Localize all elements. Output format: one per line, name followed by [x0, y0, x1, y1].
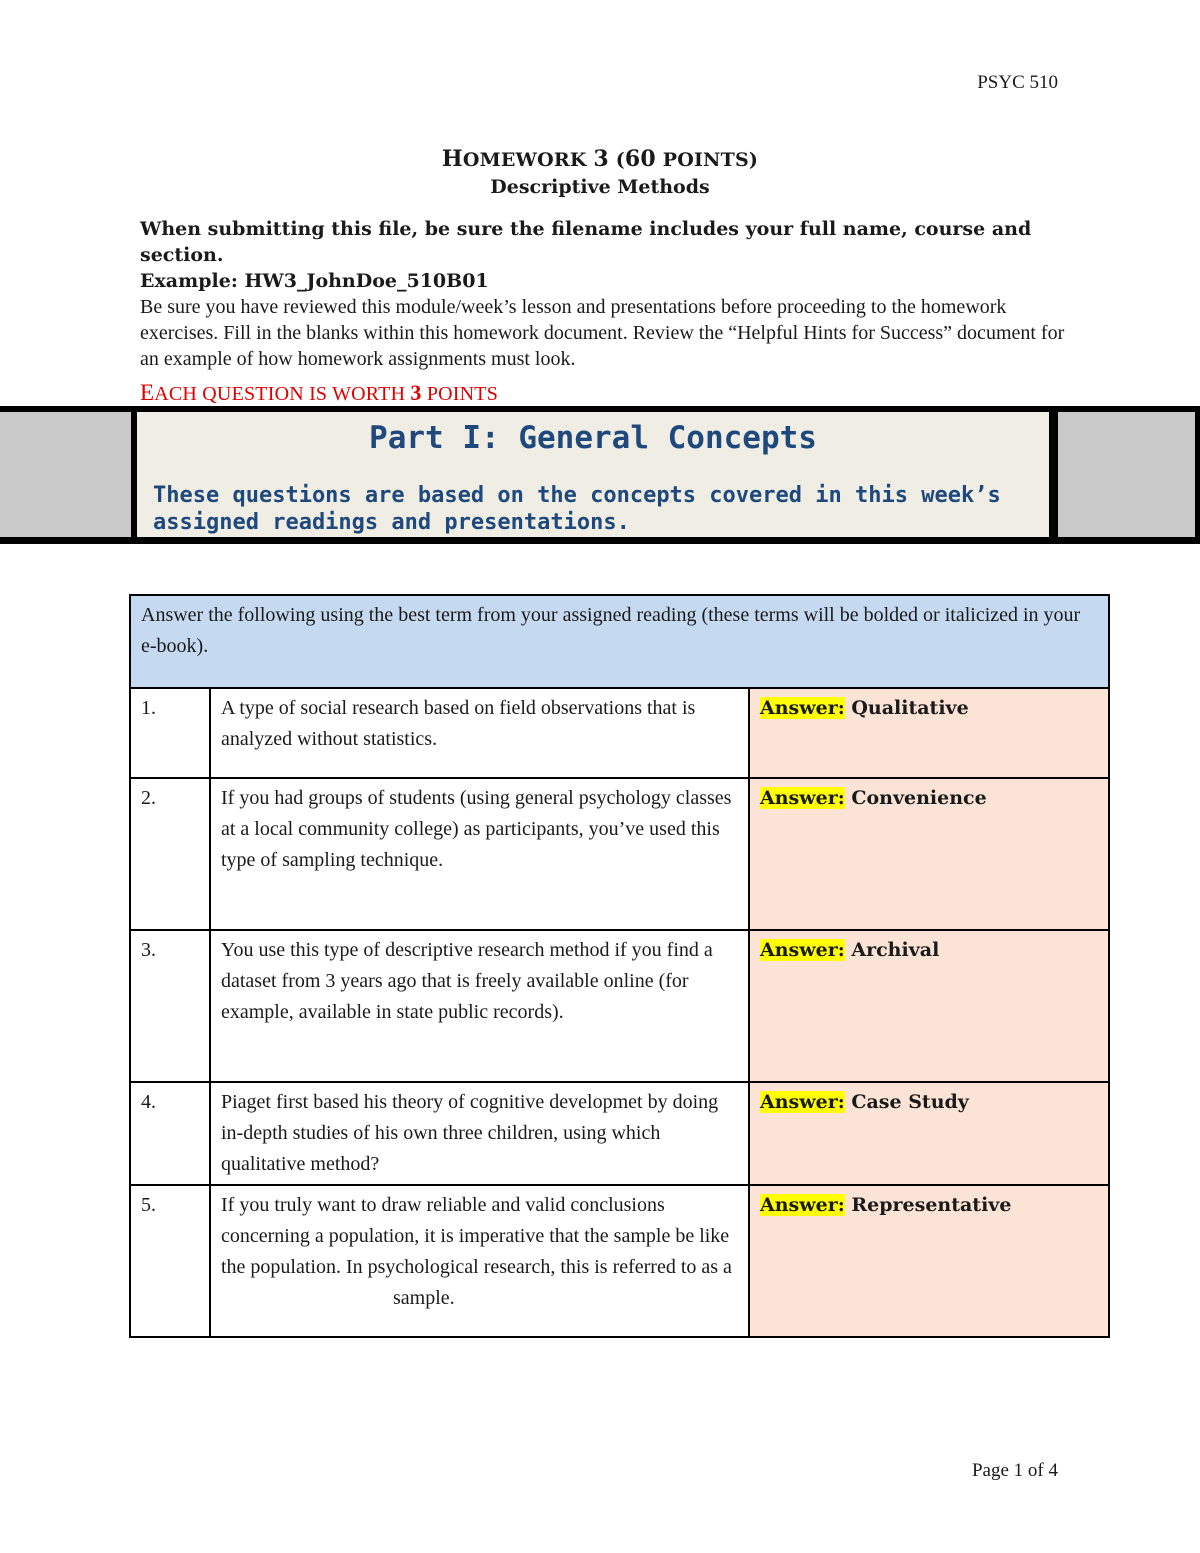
answer-value[interactable]: Qualitative [851, 697, 969, 719]
title-points: 60 [624, 146, 656, 172]
page-number: Page 1 of 4 [971, 1460, 1058, 1481]
table-row [130, 1185, 1109, 1337]
question-text [210, 1185, 749, 1337]
question-number: 5. [130, 1185, 210, 1337]
banner-left-panel [0, 412, 131, 537]
worth-text-2: POINTS [421, 383, 499, 405]
part-title: Part I: General Concepts [369, 420, 817, 456]
points-note [140, 380, 498, 406]
answer-label: Answer: [760, 1194, 845, 1216]
filename-example: Example: HW3_JohnDoe_510B01 [140, 270, 489, 292]
instructions [140, 216, 1070, 372]
answer-value[interactable]: Archival [851, 939, 940, 961]
question-number: 1. [130, 688, 210, 778]
question-text-main: If you truly want to draw reliable and valid conclusions concerning a population, it is imperative that the sample be like the population. In psychological research, this is referred to as a [221, 1194, 732, 1278]
worth-first-letter: E [140, 380, 155, 405]
question-text: Piaget first based his theory of cognitive developmet by doing in-depth studies of his own three children, using which qualitative method? [210, 1082, 749, 1185]
answer-cell[interactable] [749, 930, 1109, 1082]
worth-number: 3 [410, 380, 422, 405]
title-number: 3 [593, 146, 609, 172]
question-number: 4. [130, 1082, 210, 1185]
answer-cell[interactable] [749, 1082, 1109, 1185]
title-text-2: ( [608, 149, 625, 171]
part-subtitle: These questions are based on the concepts covered in this week’s assigned readings and presentations. [153, 483, 1001, 535]
question-text: You use this type of descriptive research method if you find a dataset from 3 years ago that is freely available online (for example, available in state public records). [210, 930, 749, 1082]
question-number: 3. [130, 930, 210, 1082]
instructions-body: Be sure you have reviewed this module/week’s lesson and presentations before proceeding to the homework exercises. Fill in the blanks within this homework document. Review the “Helpful Hints for Success” document for an example of how homework assignments must look. [140, 296, 1065, 370]
title-first-letter: H [441, 146, 463, 172]
table-row [130, 1082, 1109, 1185]
questions-table [129, 594, 1110, 1338]
question-text: A type of social research based on field observations that is analyzed without statistics. [210, 688, 749, 778]
title-text-3: POINTS) [655, 149, 759, 171]
question-text-end: sample. [393, 1287, 455, 1309]
table-intro: Answer the following using the best term from your assigned reading (these terms will be bolded or italicized in your e-book). [130, 595, 1109, 688]
banner-right-panel [1058, 412, 1195, 537]
homework-title [0, 146, 1200, 172]
worth-text-1: ACH QUESTION IS WORTH [154, 383, 411, 405]
course-code: PSYC 510 [977, 72, 1058, 93]
table-row [130, 688, 1109, 778]
answer-value[interactable]: Convenience [851, 787, 987, 809]
table-row [130, 930, 1109, 1082]
answer-label: Answer: [760, 1091, 845, 1113]
answer-label: Answer: [760, 939, 845, 961]
answer-cell[interactable] [749, 688, 1109, 778]
title-block [0, 146, 1200, 198]
homework-subtitle: Descriptive Methods [490, 176, 710, 198]
table-intro-row [130, 595, 1109, 688]
submit-note: When submitting this file, be sure the filename includes your full name, course and section. [140, 218, 1032, 266]
answer-label: Answer: [760, 787, 845, 809]
table-row [130, 778, 1109, 930]
part-banner [0, 406, 1200, 544]
question-text: If you had groups of students (using general psychology classes at a local community college) as participants, you’ve used this type of sampling technique. [210, 778, 749, 930]
answer-value[interactable]: Representative [851, 1194, 1012, 1216]
answer-cell[interactable] [749, 1185, 1109, 1337]
banner-center-panel [137, 412, 1049, 537]
answer-cell[interactable] [749, 778, 1109, 930]
answer-value[interactable]: Case Study [851, 1091, 969, 1113]
answer-label: Answer: [760, 697, 845, 719]
title-text-1: OMEWORK [462, 149, 594, 171]
question-number: 2. [130, 778, 210, 930]
